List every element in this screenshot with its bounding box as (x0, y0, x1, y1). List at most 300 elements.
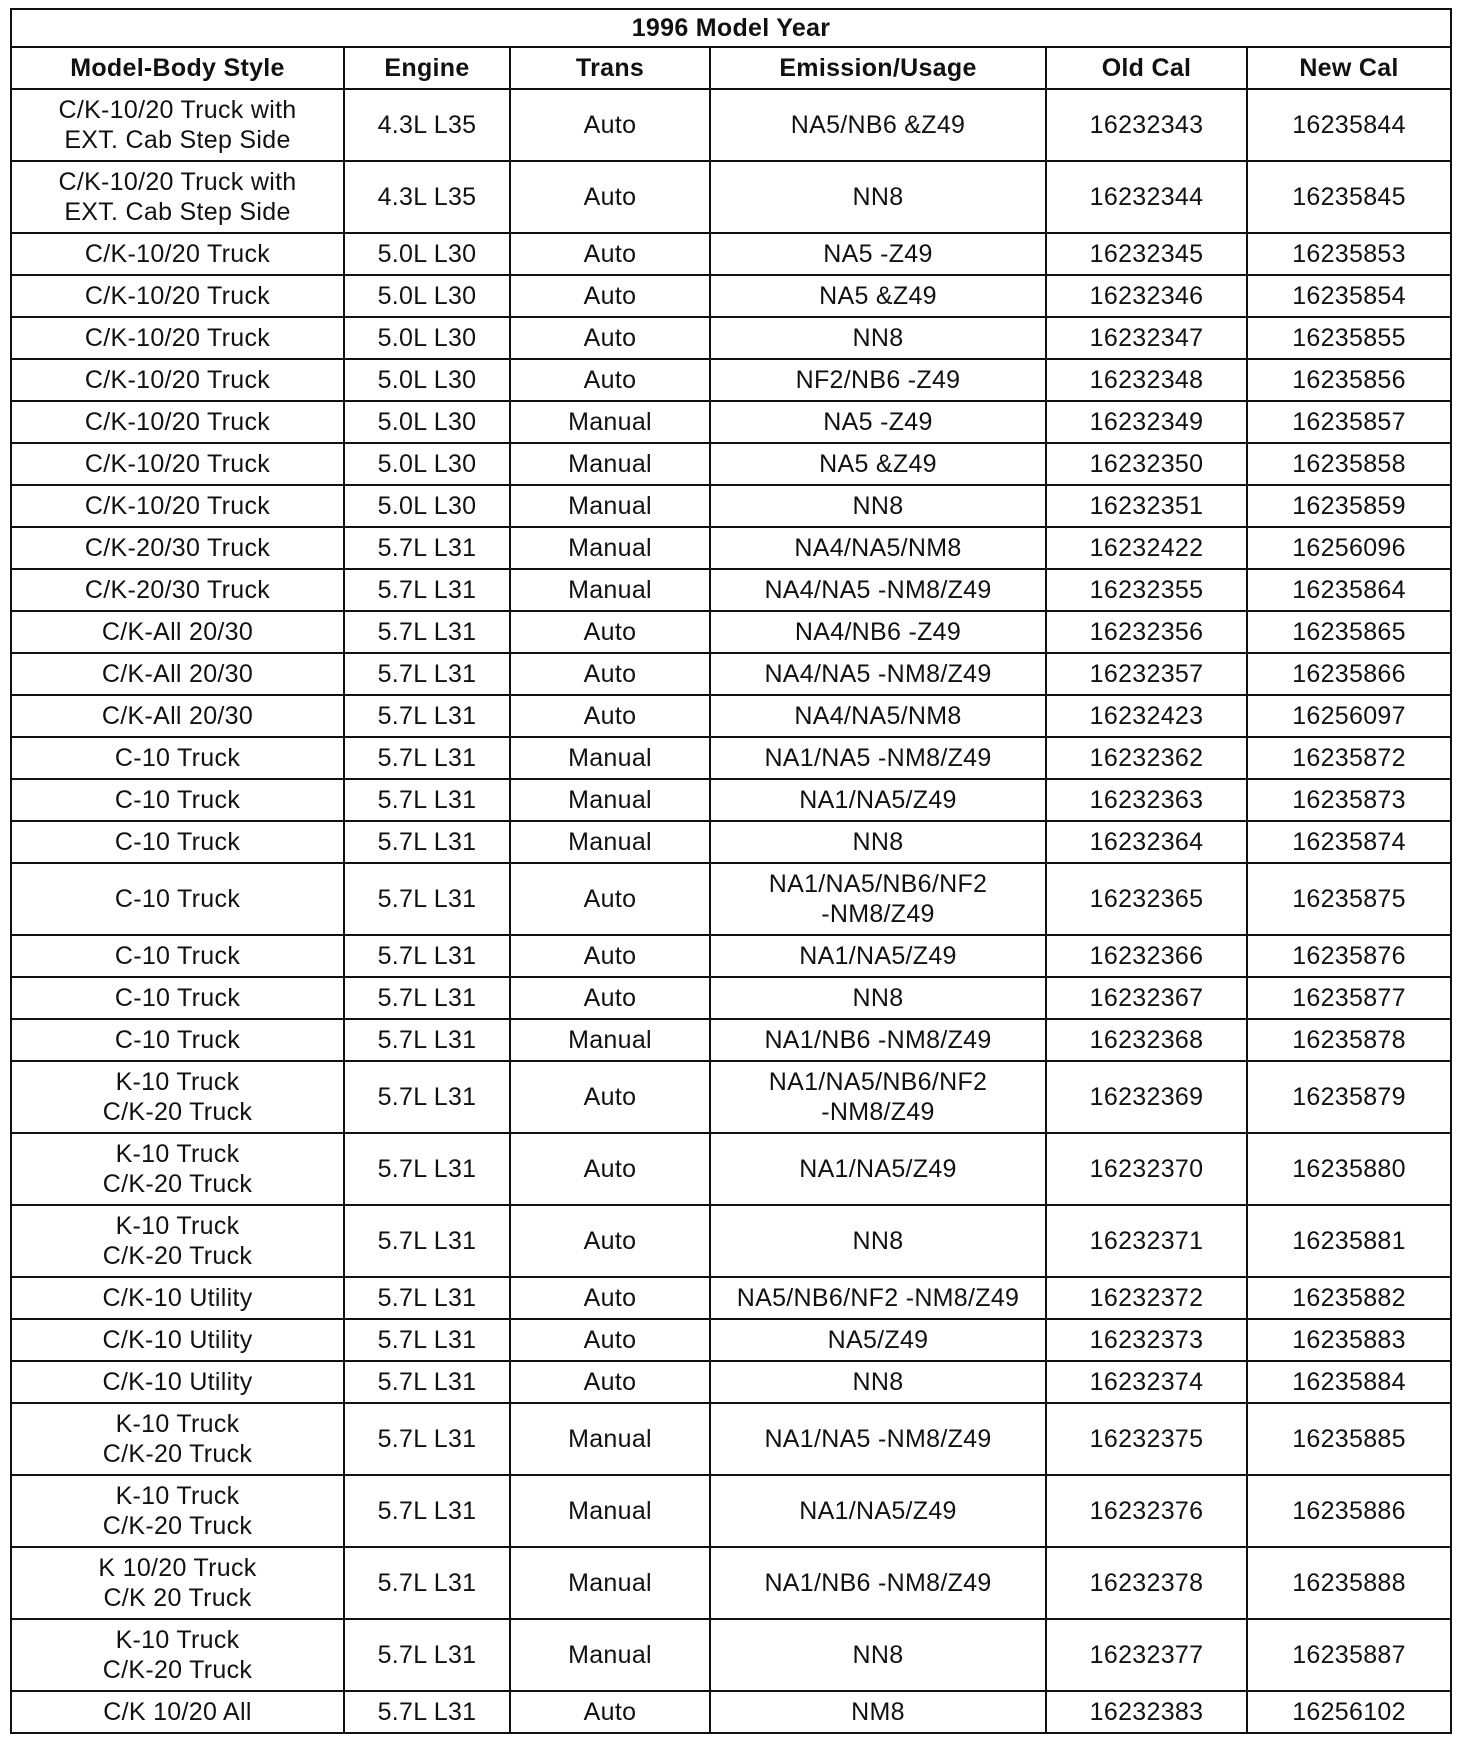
table-row (11, 1547, 1451, 1619)
table-row (11, 1319, 1451, 1361)
cell-emission-usage (710, 863, 1046, 935)
cell-text: C/K-20/30 Truck (84, 576, 271, 604)
cell-engine (344, 611, 510, 653)
cell-emission-usage (710, 1061, 1046, 1133)
cell-text: 16232365 (1089, 885, 1204, 913)
cell-new-cal (1247, 1061, 1451, 1133)
cell-text: 16235844 (1292, 111, 1406, 139)
cell-text: C/K-10/20 Truck (84, 282, 271, 310)
cell-trans (510, 1019, 710, 1061)
cell-text: C/K-10/20 Truck (84, 240, 271, 268)
cell-old-cal (1046, 1061, 1247, 1133)
cell-text: C/K-10/20 Truck with EXT. Cab Step Side (58, 168, 297, 226)
cell-trans (510, 1475, 710, 1547)
cell-new-cal (1247, 485, 1451, 527)
calibration-table (10, 8, 1452, 1734)
cell-old-cal (1046, 1205, 1247, 1277)
cell-emission-usage (710, 1691, 1046, 1733)
cell-trans (510, 779, 710, 821)
cell-text: 5.7L L31 (377, 1641, 477, 1669)
table-row (11, 1019, 1451, 1061)
cell-text: NN8 (852, 492, 904, 520)
cell-trans (510, 1277, 710, 1319)
cell-text: Auto (583, 942, 637, 970)
cell-text: Auto (583, 1326, 637, 1354)
cell-text: Auto (583, 282, 637, 310)
cell-old-cal (1046, 569, 1247, 611)
cell-trans (510, 89, 710, 161)
cell-text: 16235888 (1292, 1569, 1406, 1597)
cell-text: 16235874 (1292, 828, 1406, 856)
cell-text: 16232351 (1089, 492, 1204, 520)
cell-text: 5.0L L30 (377, 492, 477, 520)
cell-new-cal (1247, 569, 1451, 611)
cell-engine (344, 233, 510, 275)
cell-text: 5.7L L31 (377, 702, 477, 730)
cell-text: Manual (568, 828, 652, 856)
cell-new-cal (1247, 89, 1451, 161)
cell-trans (510, 233, 710, 275)
cell-emission-usage (710, 359, 1046, 401)
cell-text: Auto (583, 618, 637, 646)
cell-text: 5.7L L31 (377, 1368, 477, 1396)
cell-text: NA1/NA5 -NM8/Z49 (764, 1425, 992, 1453)
cell-emission-usage (710, 1205, 1046, 1277)
cell-text: NA4/NA5 -NM8/Z49 (764, 576, 992, 604)
cell-text: 5.7L L31 (377, 618, 477, 646)
cell-text: C/K-20/30 Truck (84, 534, 271, 562)
cell-text: 16232372 (1089, 1284, 1204, 1312)
cell-model-body-style (11, 1319, 344, 1361)
cell-text: 16235856 (1292, 366, 1406, 394)
cell-text: 5.7L L31 (377, 534, 477, 562)
cell-new-cal (1247, 1547, 1451, 1619)
cell-old-cal (1046, 233, 1247, 275)
cell-engine (344, 275, 510, 317)
cell-text: 5.7L L31 (377, 828, 477, 856)
cell-old-cal (1046, 443, 1247, 485)
cell-engine (344, 485, 510, 527)
cell-text: 16235873 (1292, 786, 1406, 814)
cell-text: NA1/NA5/NB6/NF2 -NM8/Z49 (768, 870, 988, 928)
cell-text: 16232371 (1089, 1227, 1204, 1255)
table-row (11, 569, 1451, 611)
cell-trans (510, 401, 710, 443)
cell-text: NA1/NA5/Z49 (799, 1155, 957, 1183)
table-row (11, 485, 1451, 527)
cell-model-body-style (11, 1061, 344, 1133)
cell-emission-usage (710, 737, 1046, 779)
header-emission-usage: Emission/Usage (710, 47, 1046, 89)
cell-text: Auto (583, 183, 637, 211)
cell-text: 16235875 (1292, 885, 1406, 913)
cell-emission-usage (710, 161, 1046, 233)
cell-model-body-style (11, 737, 344, 779)
cell-emission-usage (710, 569, 1046, 611)
cell-text: 16232368 (1089, 1026, 1204, 1054)
table-row (11, 161, 1451, 233)
cell-model-body-style (11, 935, 344, 977)
cell-engine (344, 359, 510, 401)
cell-model-body-style (11, 401, 344, 443)
cell-text: K-10 Truck C/K-20 Truck (102, 1140, 253, 1198)
cell-text: C/K-10/20 Truck (84, 408, 271, 436)
cell-model-body-style (11, 821, 344, 863)
cell-text: NN8 (852, 324, 904, 352)
cell-text: NA1/NA5/Z49 (799, 786, 957, 814)
cell-text: 16235855 (1292, 324, 1406, 352)
cell-model-body-style (11, 863, 344, 935)
cell-text: 16232377 (1089, 1641, 1204, 1669)
cell-old-cal (1046, 527, 1247, 569)
cell-engine (344, 653, 510, 695)
cell-text: 16232363 (1089, 786, 1204, 814)
cell-text: NN8 (852, 828, 904, 856)
cell-text: 16235877 (1292, 984, 1406, 1012)
cell-text: 5.7L L31 (377, 744, 477, 772)
cell-old-cal (1046, 977, 1247, 1019)
cell-trans (510, 1061, 710, 1133)
cell-model-body-style (11, 275, 344, 317)
cell-old-cal (1046, 779, 1247, 821)
cell-text: 5.7L L31 (377, 786, 477, 814)
cell-new-cal (1247, 161, 1451, 233)
cell-old-cal (1046, 1619, 1247, 1691)
cell-emission-usage (710, 1361, 1046, 1403)
cell-text: 5.0L L30 (377, 240, 477, 268)
cell-text: NM8 (851, 1698, 905, 1726)
cell-text: Auto (583, 1698, 637, 1726)
cell-model-body-style (11, 443, 344, 485)
cell-new-cal (1247, 1277, 1451, 1319)
table-row (11, 89, 1451, 161)
table-row (11, 977, 1451, 1019)
cell-text: 5.0L L30 (377, 450, 477, 478)
cell-trans (510, 1133, 710, 1205)
cell-model-body-style (11, 1475, 344, 1547)
cell-engine (344, 1277, 510, 1319)
cell-text: 5.0L L30 (377, 408, 477, 436)
table-row (11, 779, 1451, 821)
cell-text: K-10 Truck C/K-20 Truck (102, 1482, 253, 1540)
cell-new-cal (1247, 233, 1451, 275)
cell-model-body-style (11, 1403, 344, 1475)
cell-text: NA4/NB6 -Z49 (794, 618, 962, 646)
cell-engine (344, 1019, 510, 1061)
cell-text: C/K-10/20 Truck (84, 450, 271, 478)
cell-emission-usage (710, 275, 1046, 317)
cell-text: 5.7L L31 (377, 885, 477, 913)
cell-model-body-style (11, 161, 344, 233)
cell-engine (344, 1061, 510, 1133)
table-row (11, 935, 1451, 977)
header-old-cal: Old Cal (1046, 47, 1247, 89)
cell-model-body-style (11, 611, 344, 653)
cell-text: C/K-10 Utility (102, 1326, 253, 1354)
cell-text: 5.7L L31 (377, 576, 477, 604)
cell-text: NN8 (852, 1368, 904, 1396)
cell-old-cal (1046, 611, 1247, 653)
cell-emission-usage (710, 527, 1046, 569)
cell-engine (344, 1547, 510, 1619)
header-new-cal: New Cal (1247, 47, 1451, 89)
cell-old-cal (1046, 1691, 1247, 1733)
cell-new-cal (1247, 611, 1451, 653)
cell-old-cal (1046, 695, 1247, 737)
cell-trans (510, 1319, 710, 1361)
cell-text: NA4/NA5 -NM8/Z49 (764, 660, 992, 688)
cell-text: 16232355 (1089, 576, 1204, 604)
cell-text: NN8 (852, 183, 904, 211)
cell-text: 5.7L L31 (377, 1284, 477, 1312)
cell-new-cal (1247, 1361, 1451, 1403)
cell-old-cal (1046, 317, 1247, 359)
cell-new-cal (1247, 1133, 1451, 1205)
cell-trans (510, 161, 710, 233)
cell-old-cal (1046, 1319, 1247, 1361)
cell-text: NN8 (852, 1227, 904, 1255)
cell-text: C/K-All 20/30 (101, 618, 254, 646)
table-row (11, 1133, 1451, 1205)
cell-new-cal (1247, 977, 1451, 1019)
cell-text: C/K-10/20 Truck (84, 366, 271, 394)
cell-emission-usage (710, 821, 1046, 863)
cell-text: 16235858 (1292, 450, 1406, 478)
cell-old-cal (1046, 653, 1247, 695)
cell-old-cal (1046, 821, 1247, 863)
cell-text: C/K-All 20/30 (101, 702, 254, 730)
cell-text: 16235879 (1292, 1083, 1406, 1111)
cell-text: 16256102 (1292, 1698, 1406, 1726)
cell-model-body-style (11, 317, 344, 359)
cell-trans (510, 485, 710, 527)
cell-text: C-10 Truck (114, 942, 241, 970)
cell-engine (344, 863, 510, 935)
cell-text: NN8 (852, 1641, 904, 1669)
cell-model-body-style (11, 977, 344, 1019)
cell-new-cal (1247, 695, 1451, 737)
cell-text: 16235853 (1292, 240, 1406, 268)
cell-trans (510, 1205, 710, 1277)
cell-text: Manual (568, 534, 652, 562)
cell-text: Auto (583, 366, 637, 394)
cell-engine (344, 1403, 510, 1475)
cell-trans (510, 1547, 710, 1619)
cell-model-body-style (11, 233, 344, 275)
cell-trans (510, 863, 710, 935)
cell-new-cal (1247, 317, 1451, 359)
cell-new-cal (1247, 275, 1451, 317)
cell-new-cal (1247, 1475, 1451, 1547)
cell-text: 4.3L L35 (377, 111, 477, 139)
cell-text: Auto (583, 885, 637, 913)
cell-emission-usage (710, 317, 1046, 359)
cell-engine (344, 1133, 510, 1205)
cell-text: Auto (583, 702, 637, 730)
cell-trans (510, 569, 710, 611)
cell-text: NA4/NA5/NM8 (794, 702, 962, 730)
cell-text: 5.0L L30 (377, 366, 477, 394)
cell-old-cal (1046, 275, 1247, 317)
cell-text: NA5/NB6/NF2 -NM8/Z49 (736, 1284, 1020, 1312)
cell-text: 16232345 (1089, 240, 1204, 268)
cell-emission-usage (710, 935, 1046, 977)
table-row (11, 611, 1451, 653)
cell-text: 5.7L L31 (377, 1497, 477, 1525)
cell-text: 16232422 (1089, 534, 1204, 562)
cell-text: 16235864 (1292, 576, 1406, 604)
cell-text: NA5/Z49 (827, 1326, 929, 1354)
cell-new-cal (1247, 1019, 1451, 1061)
cell-text: 16235865 (1292, 618, 1406, 646)
table-row (11, 1205, 1451, 1277)
cell-engine (344, 527, 510, 569)
cell-new-cal (1247, 1619, 1451, 1691)
table-row (11, 1403, 1451, 1475)
cell-model-body-style (11, 653, 344, 695)
calibration-table-container (10, 8, 1450, 1734)
cell-engine (344, 1475, 510, 1547)
cell-text: Manual (568, 1497, 652, 1525)
cell-text: 16232383 (1089, 1698, 1204, 1726)
cell-engine (344, 821, 510, 863)
cell-text: 16232375 (1089, 1425, 1204, 1453)
cell-new-cal (1247, 401, 1451, 443)
cell-text: C-10 Truck (114, 885, 241, 913)
cell-old-cal (1046, 161, 1247, 233)
cell-old-cal (1046, 1475, 1247, 1547)
cell-model-body-style (11, 1277, 344, 1319)
cell-emission-usage (710, 611, 1046, 653)
cell-emission-usage (710, 443, 1046, 485)
cell-engine (344, 443, 510, 485)
cell-text: C-10 Truck (114, 828, 241, 856)
cell-trans (510, 695, 710, 737)
cell-text: K 10/20 Truck C/K 20 Truck (98, 1554, 257, 1612)
cell-engine (344, 935, 510, 977)
cell-text: 5.7L L31 (377, 1698, 477, 1726)
cell-text: Auto (583, 1083, 637, 1111)
cell-text: K-10 Truck C/K-20 Truck (102, 1410, 253, 1468)
cell-model-body-style (11, 779, 344, 821)
cell-text: 16232348 (1089, 366, 1204, 394)
cell-text: 16232343 (1089, 111, 1204, 139)
cell-text: 16235883 (1292, 1326, 1406, 1354)
cell-text: 16232369 (1089, 1083, 1204, 1111)
cell-text: 16235878 (1292, 1026, 1406, 1054)
cell-text: 16232347 (1089, 324, 1204, 352)
cell-engine (344, 1205, 510, 1277)
table-row (11, 443, 1451, 485)
cell-trans (510, 1361, 710, 1403)
cell-text: C-10 Truck (114, 786, 241, 814)
cell-engine (344, 401, 510, 443)
cell-text: Manual (568, 1425, 652, 1453)
cell-emission-usage (710, 485, 1046, 527)
cell-old-cal (1046, 1277, 1247, 1319)
cell-text: 16232373 (1089, 1326, 1204, 1354)
cell-text: 16235882 (1292, 1284, 1406, 1312)
table-row (11, 1619, 1451, 1691)
cell-emission-usage (710, 1403, 1046, 1475)
cell-engine (344, 1619, 510, 1691)
cell-engine (344, 1691, 510, 1733)
cell-trans (510, 611, 710, 653)
cell-text: C-10 Truck (114, 744, 241, 772)
cell-text: NA5 -Z49 (823, 408, 933, 436)
cell-text: K-10 Truck C/K-20 Truck (102, 1212, 253, 1270)
cell-text: Manual (568, 576, 652, 604)
cell-text: Auto (583, 1155, 637, 1183)
table-row (11, 1691, 1451, 1733)
cell-text: 16232376 (1089, 1497, 1204, 1525)
cell-engine (344, 695, 510, 737)
cell-new-cal (1247, 935, 1451, 977)
header-engine: Engine (344, 47, 510, 89)
table-row (11, 527, 1451, 569)
cell-text: 5.0L L30 (377, 324, 477, 352)
cell-text: C-10 Truck (114, 1026, 241, 1054)
cell-emission-usage (710, 401, 1046, 443)
table-row (11, 275, 1451, 317)
cell-text: 16232344 (1089, 183, 1204, 211)
cell-text: 5.7L L31 (377, 1569, 477, 1597)
cell-engine (344, 317, 510, 359)
cell-model-body-style (11, 359, 344, 401)
cell-engine (344, 569, 510, 611)
cell-trans (510, 275, 710, 317)
cell-old-cal (1046, 359, 1247, 401)
cell-old-cal (1046, 485, 1247, 527)
cell-trans (510, 317, 710, 359)
cell-new-cal (1247, 653, 1451, 695)
cell-new-cal (1247, 443, 1451, 485)
cell-text: Auto (583, 240, 637, 268)
cell-text: Auto (583, 324, 637, 352)
cell-old-cal (1046, 1547, 1247, 1619)
cell-text: 16256096 (1292, 534, 1406, 562)
cell-text: 16232367 (1089, 984, 1204, 1012)
cell-trans (510, 443, 710, 485)
cell-emission-usage (710, 89, 1046, 161)
cell-text: 4.3L L35 (377, 183, 477, 211)
cell-trans (510, 527, 710, 569)
cell-text: 5.7L L31 (377, 1326, 477, 1354)
cell-trans (510, 653, 710, 695)
cell-emission-usage (710, 977, 1046, 1019)
table-row (11, 1061, 1451, 1133)
table-row (11, 821, 1451, 863)
cell-text: C/K-10/20 Truck (84, 492, 271, 520)
table-row (11, 695, 1451, 737)
cell-old-cal (1046, 1361, 1247, 1403)
cell-model-body-style (11, 527, 344, 569)
cell-emission-usage (710, 1019, 1046, 1061)
table-row (11, 737, 1451, 779)
cell-text: 16235872 (1292, 744, 1406, 772)
cell-text: Manual (568, 786, 652, 814)
cell-text: NA5 -Z49 (823, 240, 933, 268)
cell-engine (344, 161, 510, 233)
header-model-body-style: Model-Body Style (11, 47, 344, 89)
cell-text: Auto (583, 984, 637, 1012)
cell-text: 5.0L L30 (377, 282, 477, 310)
cell-text: Manual (568, 744, 652, 772)
cell-text: Auto (583, 1284, 637, 1312)
cell-new-cal (1247, 1319, 1451, 1361)
cell-text: 16232366 (1089, 942, 1204, 970)
cell-engine (344, 977, 510, 1019)
